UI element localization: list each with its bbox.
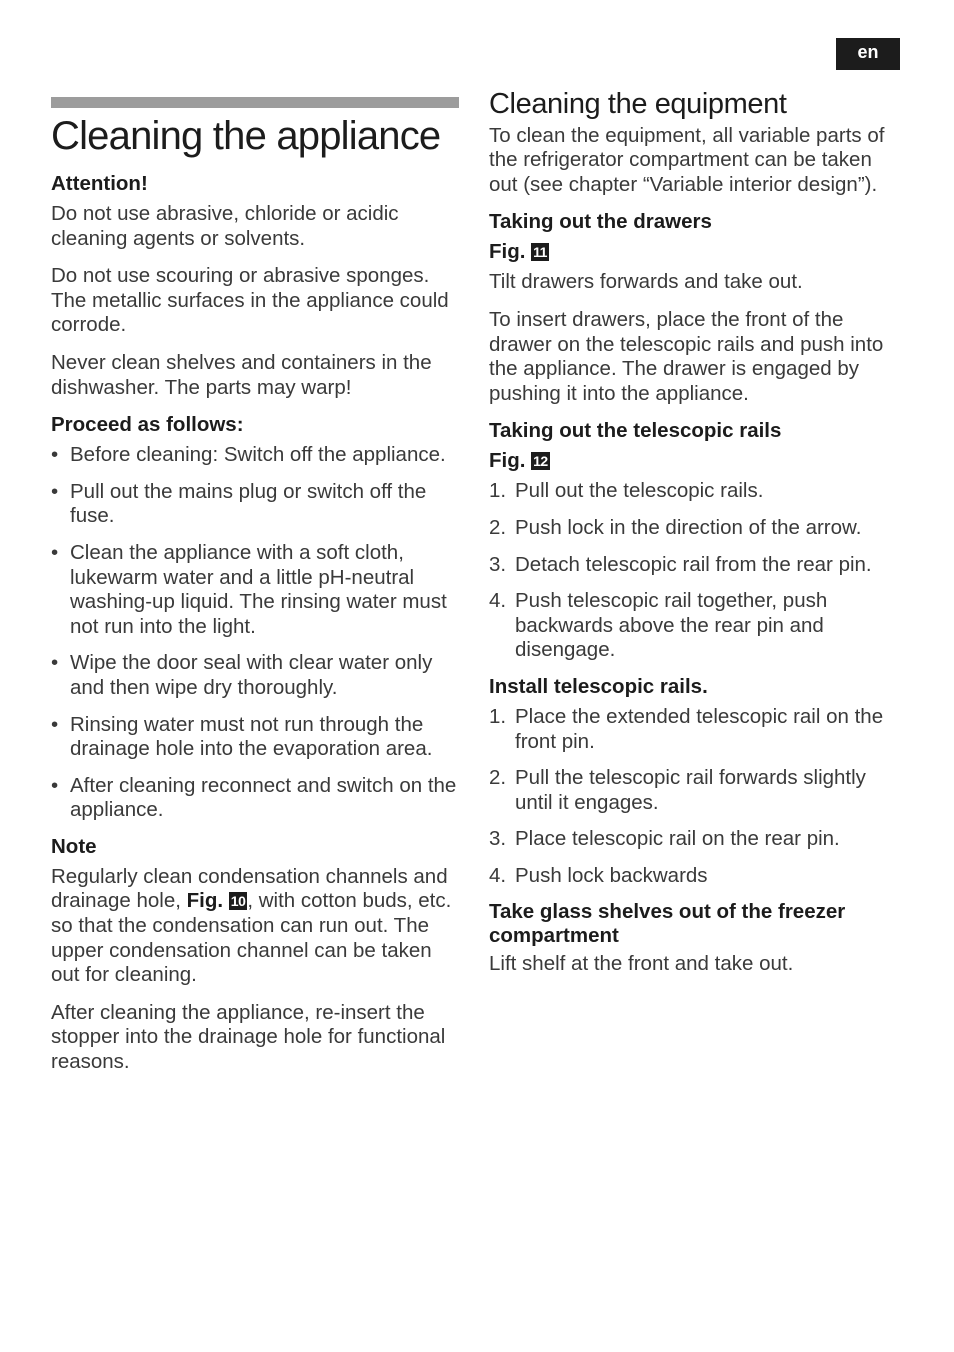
- step-number: 3.: [489, 552, 507, 576]
- section-rule: [51, 97, 459, 108]
- list-item: • Before cleaning: Switch off the appliance.: [51, 443, 461, 468]
- list-item: [489, 705, 904, 754]
- equipment-intro: To clean the equipment, all variable parts of the refrigerator compartment can be taken out (see chapter “Variable interior design”).: [489, 123, 885, 196]
- step-text: Push telescopic rail together, push backwards above the rear pin and disengage.: [515, 589, 828, 662]
- list-item: • Rinsing water must not run through the drainage hole into the evaporation area.: [51, 713, 461, 762]
- attention-paragraph-1: Do not use abrasive, chloride or acidic cleaning agents or solvents.: [51, 202, 399, 250]
- step-text: Push lock in the direction of the arrow.: [515, 515, 862, 539]
- note-heading: Note: [51, 834, 97, 858]
- rails-figure-ref: [489, 449, 904, 473]
- step-text: Pull the telescopic rail forwards slightly until it engages.: [515, 766, 866, 814]
- step-number: 1.: [489, 479, 507, 503]
- right-column: [489, 88, 904, 977]
- section-title: Cleaning the equipment: [489, 88, 787, 120]
- list-item: • After cleaning reconnect and switch on the appliance.: [51, 774, 461, 823]
- attention-heading: Attention!: [51, 172, 148, 195]
- list-item: [489, 827, 904, 852]
- list-item: • Pull out the mains plug or switch off the fuse.: [51, 480, 461, 529]
- step-text: Pull out the telescopic rails.: [515, 479, 764, 503]
- list-item: [489, 766, 904, 815]
- attention-paragraph-2: Do not use scouring or abrasive sponges. The metallic surfaces in the appliance could corrode.: [51, 264, 449, 337]
- note-text-after: , with cotton buds, etc. so that the condensation can run out. The upper condensation channel can be taken out for cleaning.: [51, 889, 452, 987]
- step-text: Place telescopic rail on the rear pin.: [515, 827, 840, 851]
- figure-reference-label: Fig.: [186, 889, 224, 913]
- step-number: 3.: [489, 827, 507, 851]
- list-item: [489, 589, 904, 663]
- note-paragraph-1: [51, 865, 461, 988]
- note-paragraph-2: After cleaning the appliance, re-insert the stopper into the drainage hole for functional reasons.: [51, 1000, 446, 1074]
- proceed-heading: Proceed as follows:: [51, 413, 244, 437]
- figure-number-badge: 11: [533, 244, 547, 261]
- figure-number-badge: 12: [533, 453, 548, 470]
- list-item: [489, 553, 904, 578]
- list-item: • Clean the appliance with a soft cloth, lukewarm water and a little pH-neutral washing-up liquid. The rinsing water must not run into the light.: [51, 541, 461, 639]
- attention-paragraph-3: Never clean shelves and containers in the dishwasher. The parts may warp!: [51, 350, 432, 399]
- step-number: 2.: [489, 515, 507, 539]
- drawers-paragraph-2: To insert drawers, place the front of the drawer on the telescopic rails and push into the appliance. The drawer is engaged by pushing it into the appliance.: [489, 307, 884, 405]
- list-item: [489, 864, 904, 889]
- step-number: 1.: [489, 704, 507, 728]
- drawers-figure-ref: [489, 240, 904, 264]
- install-steps-list: [489, 705, 904, 889]
- glass-shelves-paragraph: Lift shelf at the front and take out.: [489, 952, 794, 976]
- step-number: 4.: [489, 589, 507, 613]
- language-tab: en: [836, 38, 900, 70]
- step-text: Detach telescopic rail from the rear pin.: [515, 552, 872, 576]
- figure-reference-label: Fig.: [489, 240, 526, 264]
- list-item: • Wipe the door seal with clear water only and then wipe dry thoroughly.: [51, 651, 461, 700]
- note-text-before: Regularly clean condensation channels and drainage hole,: [51, 864, 448, 913]
- step-number: 4.: [489, 863, 507, 887]
- step-text: Place the extended telescopic rail on the front pin.: [515, 704, 884, 753]
- page-title: Cleaning the appliance: [51, 114, 441, 158]
- list-item: [489, 516, 904, 541]
- step-text: Push lock backwards: [515, 863, 708, 887]
- rails-heading: Taking out the telescopic rails: [489, 419, 782, 443]
- drawers-heading: Taking out the drawers: [489, 210, 712, 234]
- step-number: 2.: [489, 766, 507, 790]
- figure-number-badge: 10: [230, 893, 246, 910]
- list-item: [489, 479, 904, 504]
- drawers-paragraph-1: Tilt drawers forwards and take out.: [489, 270, 803, 294]
- left-column: [51, 172, 461, 1075]
- rails-steps-list: [489, 479, 904, 663]
- figure-reference-label: Fig.: [489, 449, 526, 473]
- install-heading: Install telescopic rails.: [489, 674, 708, 698]
- glass-shelves-heading: Take glass shelves out of the freezer compartment: [489, 900, 846, 948]
- proceed-list: [51, 443, 461, 823]
